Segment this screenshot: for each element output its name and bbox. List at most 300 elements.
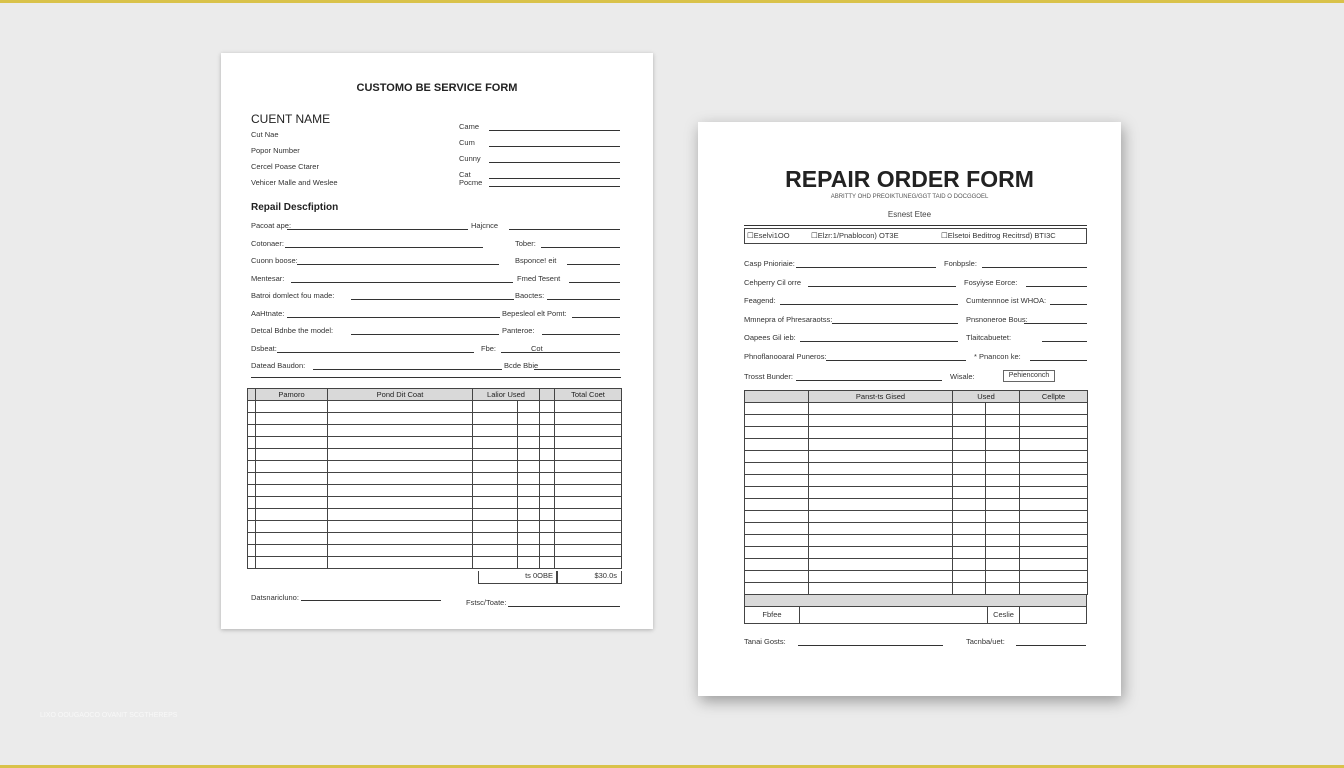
order-field-label: Mmnepra of Phresaraotss: [744, 315, 833, 324]
table-cell[interactable] [555, 449, 622, 461]
repair-description-heading: Repail Descfiption [251, 202, 339, 213]
table-cell[interactable] [809, 499, 953, 511]
table-cell[interactable] [1020, 475, 1088, 487]
table-cell[interactable] [809, 523, 953, 535]
order-field-input[interactable] [800, 341, 958, 342]
table-cell[interactable] [248, 425, 256, 437]
client-field-label: Popor Number [251, 146, 300, 155]
order-field-right-label: Wisale: [950, 372, 975, 381]
parts-used-table-header [745, 391, 1088, 403]
checkbox-option-1[interactable]: ☐Eselvi1OO [747, 231, 790, 240]
left-form-title: CUSTOMO BE SERVICE FORM [356, 82, 518, 94]
table-cell[interactable] [809, 511, 953, 523]
table-cell[interactable] [953, 559, 986, 571]
repair-field-right-input[interactable] [572, 317, 620, 318]
table-cell[interactable] [540, 437, 555, 449]
checkbox-label: Elsetoi Beditrog Recitrsd) BTI3C [947, 231, 1056, 240]
repair-field-label: Cotonaer: [251, 238, 284, 248]
table-cell[interactable] [1020, 487, 1088, 499]
order-field-input[interactable] [832, 323, 958, 324]
table-cell[interactable] [248, 521, 256, 533]
table-cell[interactable] [518, 401, 540, 413]
table-cell[interactable] [986, 415, 1020, 427]
table-cell[interactable] [256, 461, 328, 473]
table-cell[interactable] [248, 473, 256, 485]
table-cell[interactable] [1020, 559, 1088, 571]
table-cell[interactable] [745, 523, 809, 535]
total-value: $30.0s [594, 571, 617, 580]
table-cell[interactable] [473, 473, 518, 485]
table-cell[interactable] [986, 439, 1020, 451]
table-cell[interactable] [809, 403, 953, 415]
table-cell[interactable] [953, 547, 986, 559]
client-field-input[interactable] [489, 130, 620, 131]
table-row [745, 427, 1088, 439]
table-cell[interactable] [1020, 439, 1088, 451]
repair-field-right-input[interactable] [534, 369, 620, 370]
client-field-input[interactable] [489, 162, 620, 163]
table-row [745, 499, 1088, 511]
table-row [248, 485, 622, 497]
checkbox-label: Elzr:1/Pnablocon) OT3E [817, 231, 899, 240]
table-cell[interactable] [328, 461, 473, 473]
client-field-input[interactable] [489, 186, 620, 187]
table-cell[interactable] [953, 427, 986, 439]
table-cell[interactable] [1020, 451, 1088, 463]
table-cell[interactable] [473, 509, 518, 521]
repair-field-label: Dsbeat: [251, 343, 277, 353]
order-field-input[interactable] [780, 304, 958, 305]
table-row [745, 547, 1088, 559]
repair-field-label: Datead Baudon: [251, 361, 306, 370]
table-cell[interactable] [248, 497, 256, 509]
table-cell[interactable] [809, 487, 953, 499]
table-header-cell: Pamoro [256, 389, 328, 401]
customer-service-form-sheet [221, 53, 653, 629]
table-cell[interactable] [328, 509, 473, 521]
client-field-input[interactable] [489, 146, 620, 147]
table-cell[interactable] [518, 497, 540, 509]
table-cell[interactable] [518, 461, 540, 473]
table-footer-cell [745, 606, 800, 623]
table-cell[interactable] [328, 437, 473, 449]
table-cell[interactable] [328, 449, 473, 461]
repair-field-input[interactable] [297, 264, 499, 265]
table-cell[interactable] [745, 415, 809, 427]
table-row [745, 571, 1088, 583]
table-cell[interactable] [473, 521, 518, 533]
table-cell[interactable] [953, 403, 986, 415]
table-cell[interactable] [745, 583, 809, 595]
table-cell[interactable] [555, 461, 622, 473]
repair-field-right-input[interactable] [541, 247, 620, 248]
repair-order-form-sheet [698, 122, 1121, 696]
repair-field-input[interactable] [351, 299, 514, 300]
footer-left-label: Tanai Gosts: [744, 637, 786, 646]
table-cell[interactable] [540, 545, 555, 557]
table-cell[interactable] [953, 463, 986, 475]
table-cell[interactable] [328, 533, 473, 545]
order-field-right-input[interactable] [1030, 360, 1087, 361]
table-cell[interactable] [328, 401, 473, 413]
table-cell[interactable] [328, 473, 473, 485]
repair-field-input[interactable] [291, 282, 513, 283]
table-cell[interactable] [540, 461, 555, 473]
table-header-cell: Panst-ts Gised [809, 391, 953, 403]
table-cell[interactable] [986, 499, 1020, 511]
table-cell[interactable] [986, 583, 1020, 595]
table-cell[interactable] [1020, 535, 1088, 547]
table-cell[interactable] [540, 521, 555, 533]
table-cell[interactable] [809, 451, 953, 463]
table-cell[interactable] [328, 545, 473, 557]
table-cell[interactable] [986, 547, 1020, 559]
table-cell[interactable] [540, 485, 555, 497]
table-cell[interactable] [256, 473, 328, 485]
table-cell[interactable] [248, 533, 256, 545]
table-cell[interactable] [809, 415, 953, 427]
footer-right-line [1016, 645, 1086, 646]
table-cell[interactable] [555, 437, 622, 449]
client-field-input[interactable] [489, 178, 620, 179]
table-footer-row [744, 606, 1087, 624]
table-cell[interactable] [745, 547, 809, 559]
table-cell[interactable] [809, 547, 953, 559]
table-cell[interactable] [745, 403, 809, 415]
table-cell[interactable] [248, 509, 256, 521]
table-cell[interactable] [555, 413, 622, 425]
table-cell[interactable] [473, 545, 518, 557]
table-cell[interactable] [1020, 583, 1088, 595]
repair-field-input[interactable] [287, 229, 468, 230]
table-row [248, 545, 622, 557]
table-cell[interactable] [986, 475, 1020, 487]
total-box [556, 571, 622, 584]
table-cell[interactable] [473, 533, 518, 545]
table-cell[interactable] [555, 497, 622, 509]
table-cell[interactable] [518, 437, 540, 449]
table-cell[interactable] [248, 545, 256, 557]
table-cell[interactable] [256, 401, 328, 413]
table-row [248, 473, 622, 485]
separator-line [251, 377, 621, 378]
table-cell[interactable] [518, 545, 540, 557]
table-cell[interactable] [986, 535, 1020, 547]
table-cell[interactable] [953, 535, 986, 547]
table-cell[interactable] [953, 583, 986, 595]
table-cell[interactable] [745, 535, 809, 547]
footer-left-label: Datsnaricluno: [251, 593, 299, 602]
order-field-right-label: Fosyiyse Eorce: [964, 278, 1018, 287]
table-cell[interactable] [745, 475, 809, 487]
table-cell[interactable] [953, 487, 986, 499]
repair-field-right-input[interactable] [569, 282, 620, 283]
table-cell[interactable] [555, 473, 622, 485]
table-cell[interactable] [745, 511, 809, 523]
table-cell[interactable] [473, 497, 518, 509]
right-form-subtitle: ABRITTY OHD PREOIKTUNEG/GGT TAID O DOCGGOEL [830, 194, 989, 200]
table-header-cell [248, 389, 256, 401]
client-field-right-label: Pocme [459, 178, 483, 187]
order-field-right-input[interactable] [1042, 341, 1087, 342]
shaded-box-label: Pehienconch [1008, 372, 1050, 379]
table-cell[interactable] [248, 401, 256, 413]
table-cell[interactable] [248, 437, 256, 449]
table-cell[interactable] [518, 509, 540, 521]
table-cell[interactable] [953, 451, 986, 463]
checkbox-row [744, 228, 1087, 244]
repair-field-label: Batroi domlect fou made: [251, 291, 335, 300]
table-cell[interactable] [809, 463, 953, 475]
table-cell[interactable] [555, 509, 622, 521]
repair-field-right-label: Hajcnce [471, 221, 499, 230]
table-cell[interactable] [1020, 571, 1088, 583]
table-cell[interactable] [745, 427, 809, 439]
shaded-box [1003, 370, 1055, 382]
repair-field-input[interactable] [351, 334, 499, 335]
header-separator-line [744, 225, 1087, 226]
table-cell[interactable] [1020, 499, 1088, 511]
table-cell[interactable] [986, 523, 1020, 535]
table-cell[interactable] [248, 485, 256, 497]
table-cell[interactable] [809, 439, 953, 451]
table-row [745, 415, 1088, 427]
table-cell[interactable] [986, 463, 1020, 475]
table-cell[interactable] [518, 521, 540, 533]
table-cell[interactable] [953, 523, 986, 535]
table-cell[interactable] [540, 473, 555, 485]
order-field-right-input[interactable] [1050, 304, 1087, 305]
table-cell[interactable] [986, 511, 1020, 523]
repair-field-right-input[interactable] [547, 299, 620, 300]
table-cell[interactable] [518, 485, 540, 497]
client-field-label: Vehicer Malle and Weslee [251, 178, 338, 187]
checkbox-option-3[interactable]: ☐Elsetoi Beditrog Recitrsd) BTI3C [941, 231, 1056, 240]
repair-field-right-label: Panteroe: [502, 326, 535, 335]
table-cell[interactable] [809, 559, 953, 571]
table-cell[interactable] [540, 425, 555, 437]
table-footer-cell [987, 606, 1020, 623]
table-cell[interactable] [745, 451, 809, 463]
table-cell[interactable] [540, 401, 555, 413]
table-cell[interactable] [809, 535, 953, 547]
table-header-cell [540, 389, 555, 401]
table-cell[interactable] [248, 557, 256, 569]
table-cell[interactable] [1020, 523, 1088, 535]
table-cell[interactable] [555, 545, 622, 557]
order-field-right-label: Cumtennnoe ist WHOA: [966, 296, 1047, 305]
table-row [745, 583, 1088, 595]
table-cell[interactable] [953, 511, 986, 523]
subtotal-box [478, 571, 558, 584]
table-cell[interactable] [256, 425, 328, 437]
table-cell[interactable] [953, 475, 986, 487]
repair-field-input[interactable] [287, 317, 500, 318]
table-cell[interactable] [1020, 415, 1088, 427]
client-field-right-label: Cat [459, 170, 471, 179]
repair-field-input[interactable] [285, 247, 483, 248]
table-cell[interactable] [986, 559, 1020, 571]
table-header-cell: Total Coet [555, 389, 622, 401]
table-cell[interactable] [745, 571, 809, 583]
table-cell[interactable] [256, 509, 328, 521]
table-cell[interactable] [986, 427, 1020, 439]
table-cell[interactable] [986, 571, 1020, 583]
order-field-right-input[interactable] [982, 267, 1087, 268]
repair-field-right-input[interactable] [501, 352, 620, 353]
footer-left-line [798, 645, 943, 646]
table-cell[interactable] [986, 451, 1020, 463]
table-cell[interactable] [518, 557, 540, 569]
table-row [745, 475, 1088, 487]
repair-field-input[interactable] [313, 369, 502, 370]
table-cell[interactable] [473, 413, 518, 425]
table-cell[interactable] [809, 475, 953, 487]
table-cell[interactable] [256, 485, 328, 497]
footer-right-line [508, 606, 620, 607]
footer-right-label: Fstsc/Toate: [466, 598, 507, 607]
table-cell[interactable] [555, 557, 622, 569]
table-cell[interactable] [328, 425, 473, 437]
client-field-label: Cercel Poase Ctarer [251, 162, 319, 171]
table-cell[interactable] [518, 425, 540, 437]
table-cell[interactable] [745, 463, 809, 475]
table-cell[interactable] [248, 413, 256, 425]
checkbox-option-2[interactable]: ☐Elzr:1/Pnablocon) OT3E [811, 231, 899, 240]
table-cell[interactable] [473, 557, 518, 569]
right-form-subtitle-2: Esnest Etee [887, 210, 932, 219]
table-cell[interactable] [809, 583, 953, 595]
table-cell[interactable] [555, 521, 622, 533]
right-form-title: REPAIR ORDER FORM [785, 166, 1034, 192]
table-cell[interactable] [518, 413, 540, 425]
table-cell[interactable] [248, 461, 256, 473]
repair-field-right-label: Bsponce! eit [515, 256, 557, 265]
table-cell[interactable] [953, 571, 986, 583]
table-cell[interactable] [745, 559, 809, 571]
table-row [248, 449, 622, 461]
table-cell[interactable] [953, 499, 986, 511]
table-cell[interactable] [555, 401, 622, 413]
repair-field-right-input[interactable] [509, 229, 620, 230]
table-cell[interactable] [256, 497, 328, 509]
table-cell[interactable] [518, 533, 540, 545]
table-row [248, 533, 622, 545]
repair-field-input[interactable] [277, 352, 474, 353]
repair-field-label: AaHtnate: [251, 308, 285, 318]
table-cell[interactable] [518, 449, 540, 461]
table-cell[interactable] [809, 427, 953, 439]
table-cell[interactable] [473, 437, 518, 449]
top-accent-border [0, 0, 1344, 3]
table-cell[interactable] [256, 449, 328, 461]
table-cell[interactable] [540, 557, 555, 569]
table-cell[interactable] [953, 415, 986, 427]
table-cell[interactable] [540, 497, 555, 509]
table-cell[interactable] [248, 449, 256, 461]
table-row [745, 439, 1088, 451]
order-field-right-input[interactable] [1024, 323, 1087, 324]
repair-field-right-input[interactable] [542, 334, 620, 335]
table-cell[interactable] [256, 413, 328, 425]
table-row [248, 425, 622, 437]
repair-field-label: Detcal Bdnbe the model: [251, 326, 334, 335]
table-row [745, 535, 1088, 547]
table-cell[interactable] [745, 439, 809, 451]
order-field-input[interactable] [826, 360, 966, 361]
table-cell[interactable] [473, 449, 518, 461]
table-cell[interactable] [745, 499, 809, 511]
table-cell[interactable] [1020, 547, 1088, 559]
table-row [745, 403, 1088, 415]
table-cell[interactable] [1020, 427, 1088, 439]
repair-field-label: Pacoat ape: [251, 221, 292, 230]
order-field-input[interactable] [808, 286, 956, 287]
table-cell[interactable] [540, 449, 555, 461]
table-cell[interactable] [328, 497, 473, 509]
table-cell[interactable] [555, 533, 622, 545]
table-cell[interactable] [953, 439, 986, 451]
table-cell[interactable] [328, 485, 473, 497]
order-field-label: Cehperry Cil orre [744, 278, 802, 287]
table-cell[interactable] [1020, 511, 1088, 523]
watermark-text: LIXO OOUGAOCO OVANIT SCGTHEREPS [40, 712, 178, 719]
table-cell[interactable] [328, 521, 473, 533]
repair-field-right-label: Bcde Bbie [504, 361, 539, 370]
parts-table [247, 388, 622, 569]
table-cell[interactable] [1020, 463, 1088, 475]
table-row [248, 557, 622, 569]
table-row [248, 461, 622, 473]
table-row [248, 509, 622, 521]
order-field-input[interactable] [796, 267, 936, 268]
table-cell[interactable] [328, 413, 473, 425]
table-cell[interactable] [745, 487, 809, 499]
table-cell[interactable] [473, 461, 518, 473]
table-cell[interactable] [1020, 403, 1088, 415]
table-cell[interactable] [473, 485, 518, 497]
table-header-cell [745, 391, 809, 403]
table-cell[interactable] [540, 533, 555, 545]
checkbox-label: Eselvi1OO [753, 231, 790, 240]
repair-field-right-label: Fmed Tesent [517, 273, 561, 283]
table-cell[interactable] [540, 413, 555, 425]
client-field-right-label: Cum [459, 138, 475, 147]
table-cell[interactable] [473, 425, 518, 437]
order-field-input[interactable] [796, 380, 942, 381]
table-cell[interactable] [540, 509, 555, 521]
table-cell[interactable] [256, 557, 328, 569]
table-cell[interactable] [518, 473, 540, 485]
table-row [248, 413, 622, 425]
table-cell[interactable] [555, 485, 622, 497]
order-field-label: Feagend: [744, 296, 776, 305]
table-cell[interactable] [328, 557, 473, 569]
table-cell[interactable] [986, 487, 1020, 499]
table-cell[interactable] [256, 437, 328, 449]
repair-field-right-label: Baoctes: [515, 291, 545, 300]
table-cell[interactable] [256, 521, 328, 533]
table-cell[interactable] [809, 571, 953, 583]
order-field-right-input[interactable] [1026, 286, 1087, 287]
table-cell[interactable] [555, 425, 622, 437]
footer-right-label: Tacnba/uet: [966, 637, 1005, 646]
table-cell[interactable] [473, 401, 518, 413]
repair-field-right-input[interactable] [567, 264, 620, 265]
table-cell[interactable] [256, 533, 328, 545]
table-cell[interactable] [256, 545, 328, 557]
table-cell[interactable] [986, 403, 1020, 415]
